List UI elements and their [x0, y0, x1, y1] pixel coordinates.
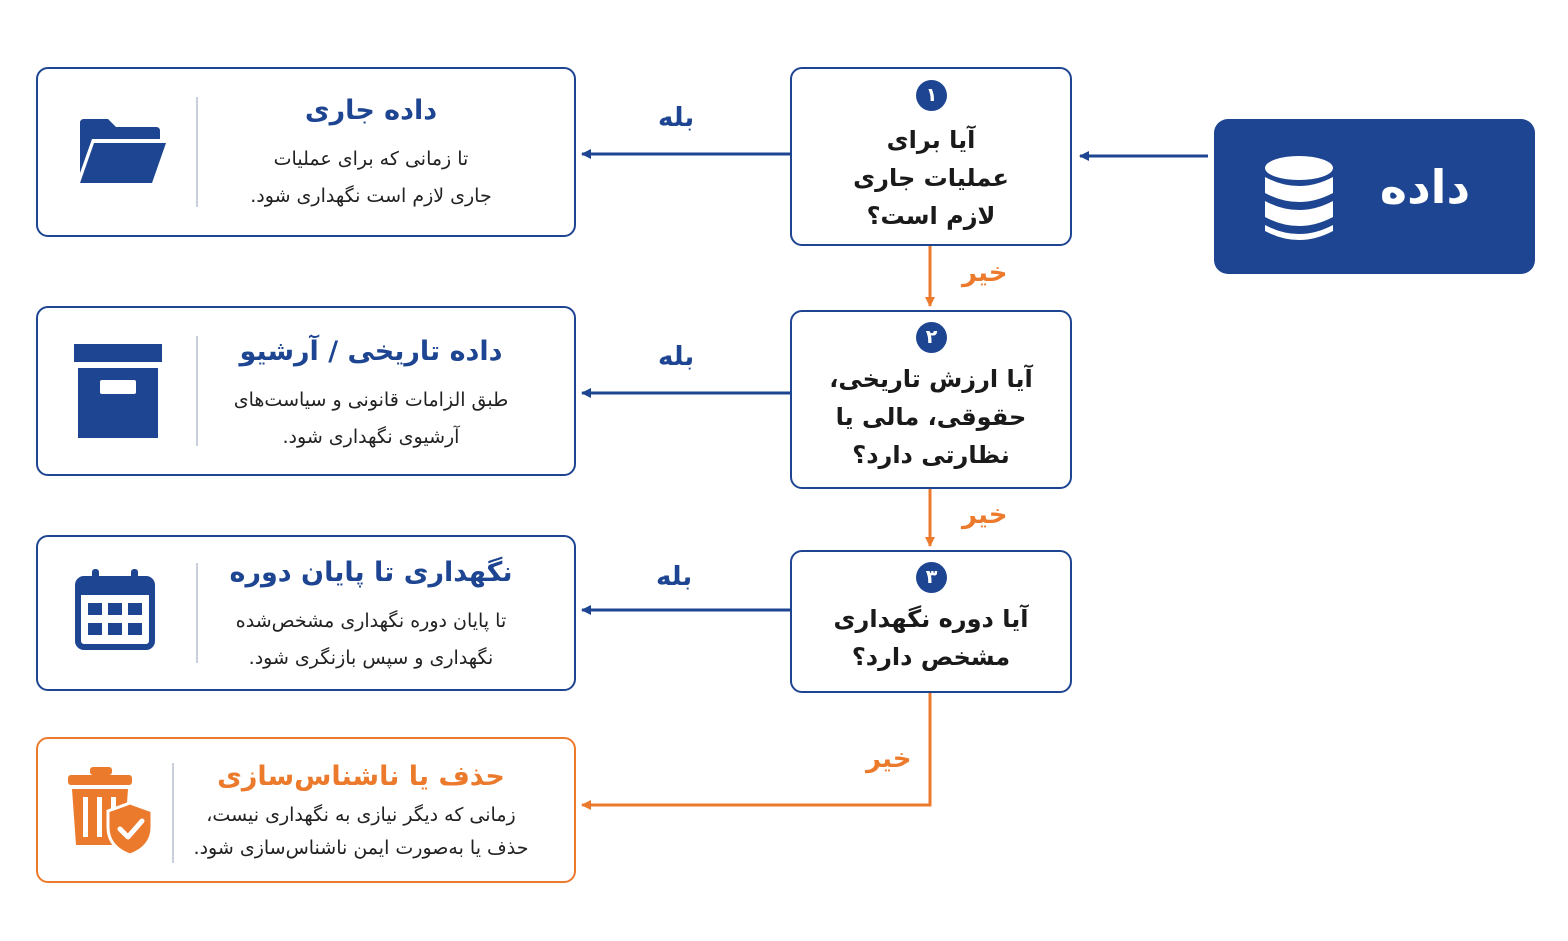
result-box-delete-anonymize: [36, 737, 576, 883]
archive-box-icon: [74, 344, 162, 438]
result-desc-3: تا پایان دوره نگهداری مشخص‌شده نگهداری و سپس بازنگری شود.: [235, 610, 507, 669]
no-label-1: خیر: [962, 258, 1008, 288]
result-box-archive: [36, 306, 576, 476]
yes-label-3: بله: [656, 562, 693, 592]
database-icon: [1262, 155, 1336, 245]
question-number-2: ۲: [916, 322, 947, 353]
result-title-2: داده تاریخی / آرشیو: [239, 336, 503, 367]
question-box-3: [790, 550, 1072, 693]
yes-label-1: بله: [658, 103, 695, 133]
folder-icon: [78, 117, 168, 185]
data-source-title: داده: [1379, 160, 1471, 214]
calendar-icon: [74, 569, 156, 651]
result-title-4: حذف یا ناشناس‌سازی: [217, 761, 505, 792]
no-label-2: خیر: [962, 500, 1008, 530]
question-text-1: آیا برای عملیات جاری لازم است؟: [853, 126, 1009, 230]
question-text-3: آیا دوره نگهداری مشخص دارد؟: [833, 605, 1029, 671]
yes-label-2: بله: [658, 342, 695, 372]
result-box-retention-period: [36, 535, 576, 691]
result-desc-2: طبق الزامات قانونی و سیاست‌های آرشیوی نگهداری شود.: [233, 389, 509, 448]
question-text-2: آیا ارزش تاریخی، حقوقی، مالی یا نظارتی دارد؟: [829, 365, 1033, 469]
result-title-3: نگهداری تا پایان دوره: [229, 557, 513, 588]
trash-shield-icon: [68, 767, 154, 857]
result-box-current-data: [36, 67, 576, 237]
question-number-1: ۱: [916, 80, 947, 111]
question-box-2: [790, 310, 1072, 489]
result-desc-1: تا زمانی که برای عملیات جاری لازم است نگهداری شود.: [250, 148, 492, 207]
no-label-3: خیر: [866, 744, 912, 774]
result-title-1: داده جاری: [304, 95, 438, 126]
result-desc-4: زمانی که دیگر نیازی به نگهداری نیست، حذف یا به‌صورت ایمن ناشناس‌سازی شود.: [193, 804, 529, 859]
question-box-1: [790, 67, 1072, 246]
question-number-3: ۳: [916, 562, 947, 593]
